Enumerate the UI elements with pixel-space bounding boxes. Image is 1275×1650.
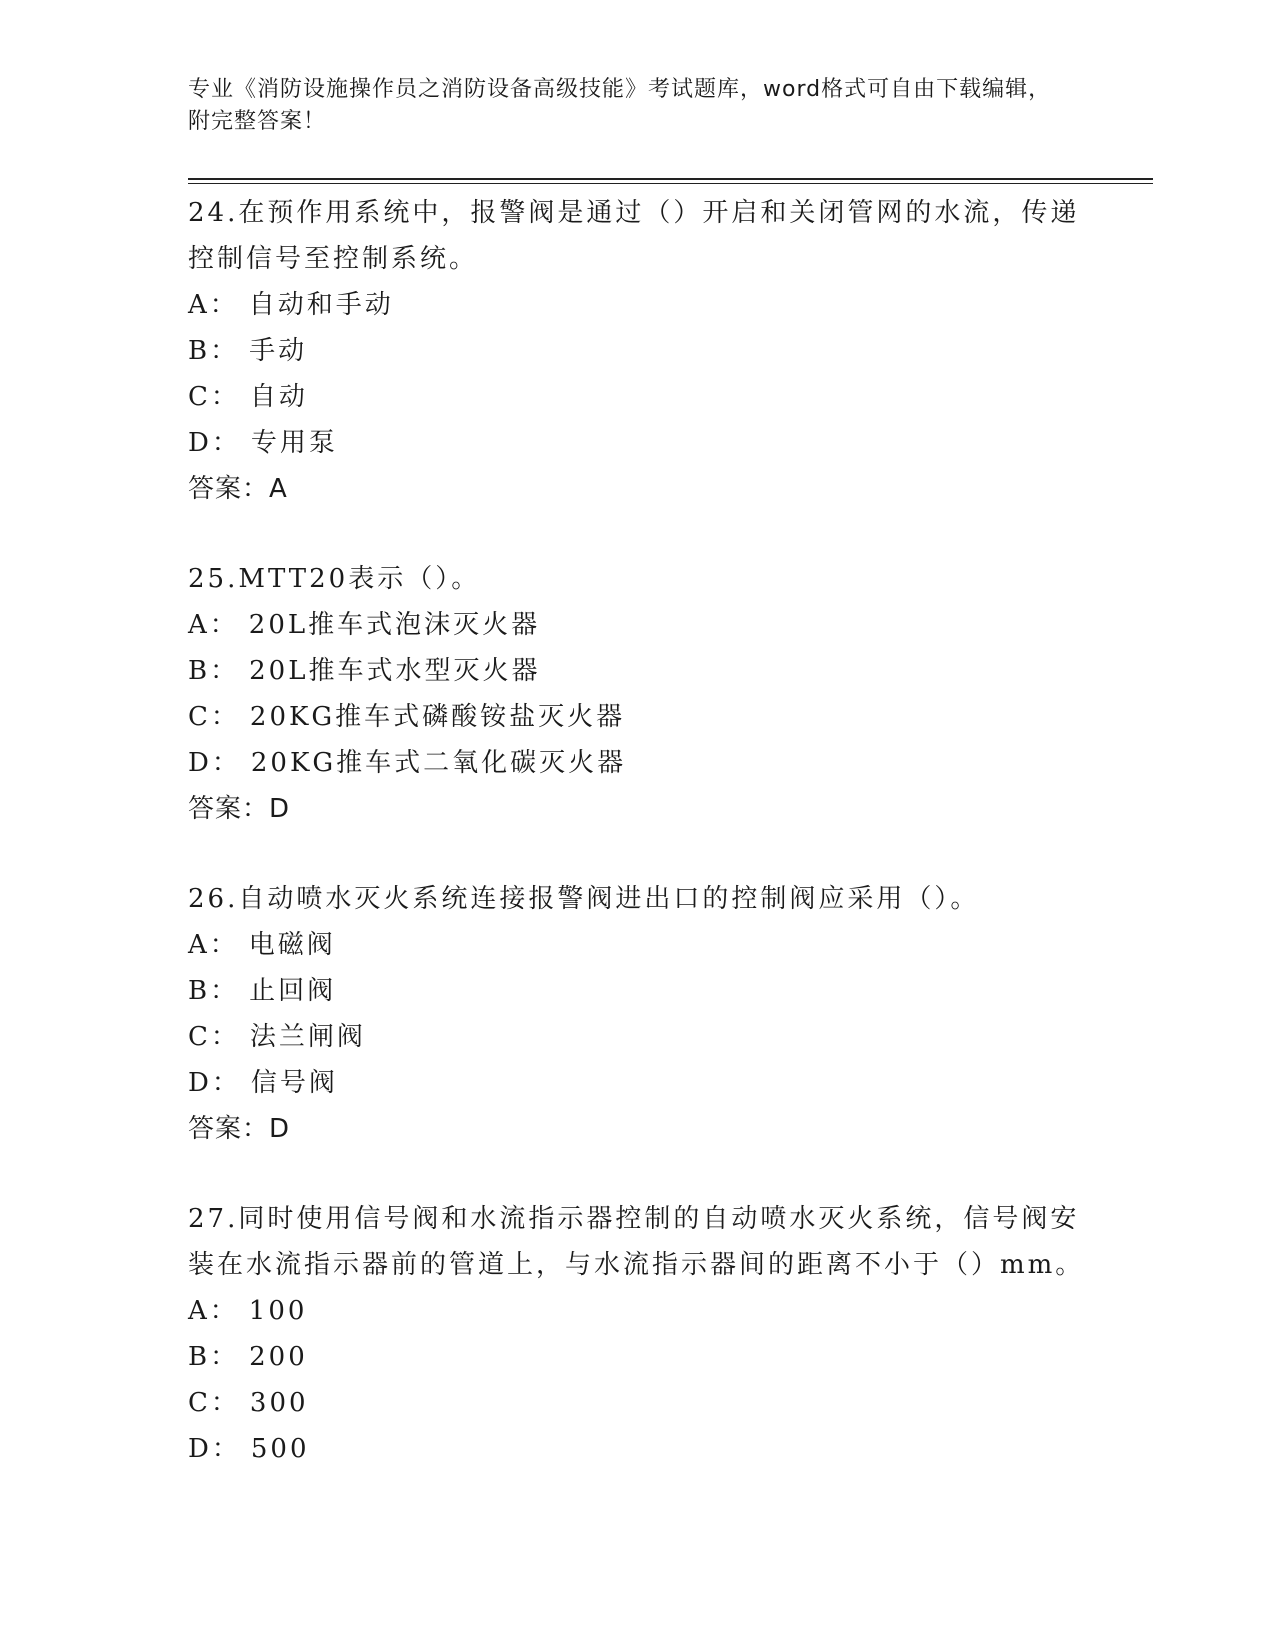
option-c (188, 1014, 1088, 1060)
option-letter: C： (188, 702, 240, 732)
option-letter: D： (188, 1434, 241, 1464)
option-d (188, 1426, 1088, 1472)
option-text: 自动和手动 (248, 290, 394, 320)
question-text: 27.同时使用信号阀和水流指示器控制的自动喷水灭火系统，信号阀安装在水流指示器前的管道上，与水流指示器间的距离不小于（）mm。 (188, 1204, 1085, 1280)
option-c (188, 1380, 1088, 1426)
question-text: 26.自动喷水灭火系统连接报警阀进出口的控制阀应采用（）。 (188, 884, 980, 914)
spacer (188, 832, 1088, 876)
option-a (188, 282, 1088, 328)
option-letter: B： (188, 1342, 240, 1372)
option-c (188, 694, 1088, 740)
question-26 (188, 876, 1088, 1152)
option-text: 信号阀 (250, 1068, 338, 1098)
option-text: 自动 (249, 382, 308, 412)
option-text: 20L推车式泡沫灭火器 (248, 610, 541, 640)
option-text: 止回阀 (249, 976, 337, 1006)
option-letter: B： (188, 656, 240, 686)
option-letter: C： (188, 1022, 240, 1052)
question-list (188, 190, 1088, 1472)
option-letter: A： (188, 610, 239, 640)
spacer (188, 512, 1088, 556)
option-text: 20KG推车式磷酸铵盐灭火器 (249, 702, 626, 732)
option-letter: C： (188, 382, 240, 412)
option-letter: B： (188, 336, 240, 366)
option-d (188, 420, 1088, 466)
option-b (188, 968, 1088, 1014)
option-text: 手动 (249, 336, 308, 366)
answer: 答案：D (188, 794, 291, 824)
spacer (188, 1152, 1088, 1196)
answer: 答案：D (188, 1114, 291, 1144)
header-rule-thick (188, 178, 1153, 180)
option-a (188, 922, 1088, 968)
document-header: 专业《消防设施操作员之消防设备高级技能》考试题库，word格式可自由下载编辑，附完整答案！ (188, 77, 1052, 134)
option-text: 专用泵 (250, 428, 338, 458)
option-b (188, 328, 1088, 374)
question-text: 24.在预作用系统中，报警阀是通过（）开启和关闭管网的水流，传递控制信号至控制系统。 (188, 198, 1080, 274)
option-letter: D： (188, 428, 241, 458)
question-24 (188, 190, 1088, 512)
option-letter: A： (188, 930, 239, 960)
option-d (188, 1060, 1088, 1106)
option-text: 20L推车式水型灭火器 (249, 656, 541, 686)
option-b (188, 1334, 1088, 1380)
option-text: 20KG推车式二氧化碳灭火器 (250, 748, 627, 778)
option-text: 100 (248, 1296, 308, 1326)
option-b (188, 648, 1088, 694)
option-d (188, 740, 1088, 786)
option-text: 法兰闸阀 (249, 1022, 366, 1052)
option-letter: B： (188, 976, 240, 1006)
question-text: 25.MTT20表示（）。 (188, 564, 481, 594)
option-text: 200 (249, 1342, 308, 1372)
option-letter: C： (188, 1388, 240, 1418)
option-text: 电磁阀 (248, 930, 336, 960)
option-text: 500 (250, 1434, 310, 1464)
option-letter: A： (188, 290, 239, 320)
answer: 答案：A (188, 474, 288, 504)
question-27 (188, 1196, 1088, 1472)
option-a (188, 602, 1088, 648)
option-letter: D： (188, 1068, 241, 1098)
header-rule-thin (188, 183, 1153, 184)
option-letter: D： (188, 748, 241, 778)
option-c (188, 374, 1088, 420)
option-letter: A： (188, 1296, 239, 1326)
question-25 (188, 556, 1088, 832)
option-text: 300 (249, 1388, 309, 1418)
option-a (188, 1288, 1088, 1334)
